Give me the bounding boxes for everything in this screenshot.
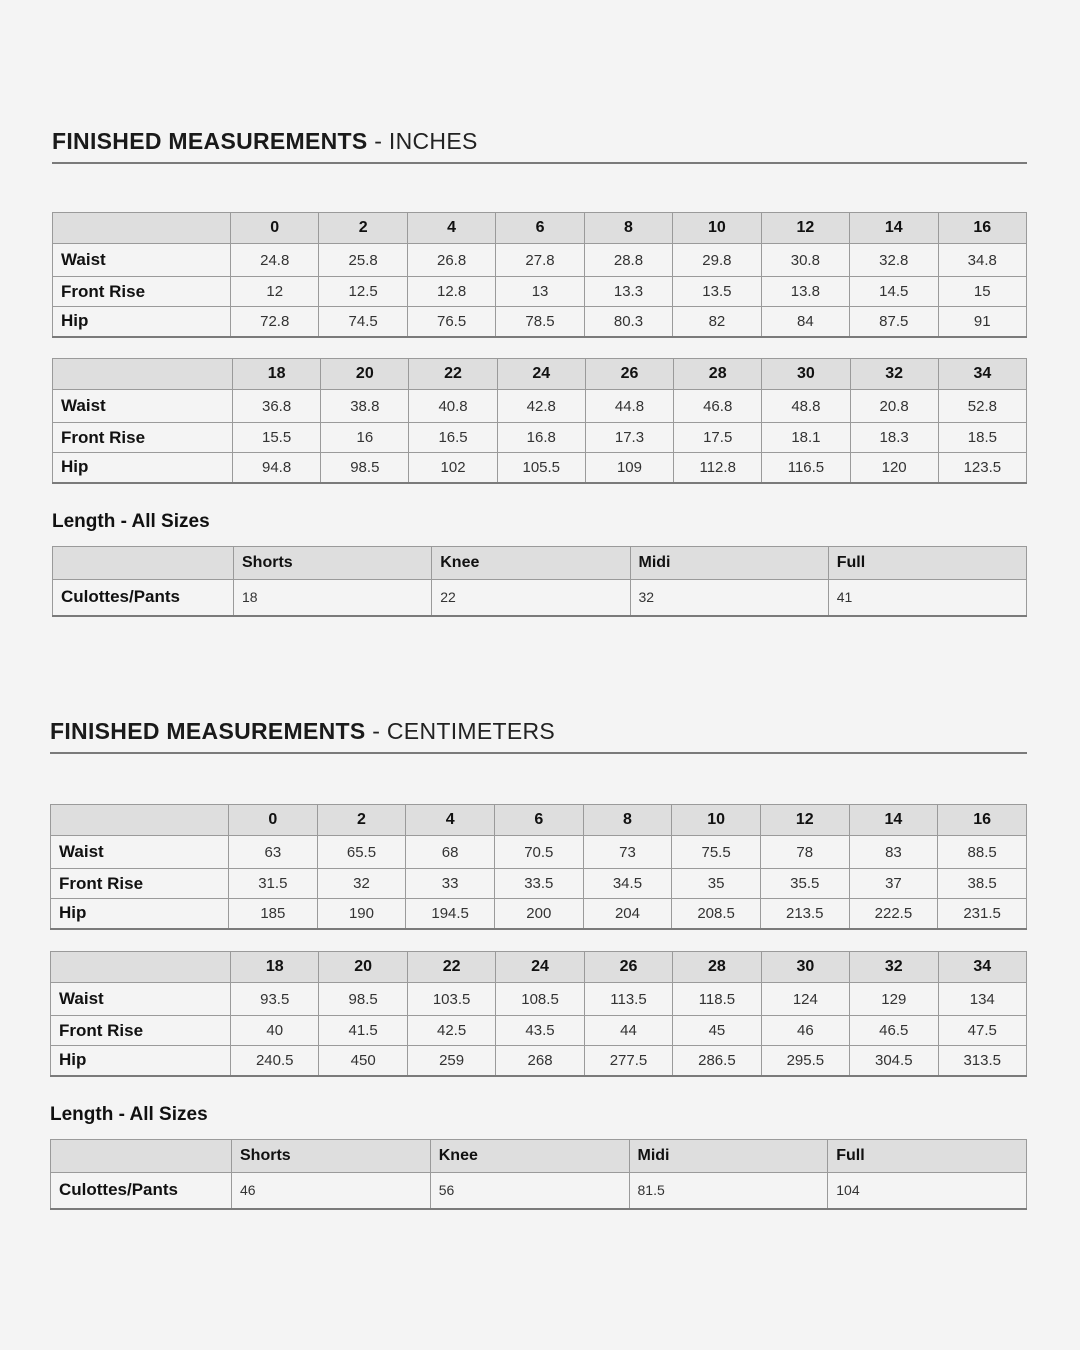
size-header-row <box>53 359 1027 390</box>
measurement-cell: 65.5 <box>317 836 406 869</box>
size-header-cell: 22 <box>409 359 497 390</box>
corner-cell <box>53 359 233 390</box>
measurement-cell: 13.8 <box>761 277 849 307</box>
measurement-cell: 46.5 <box>850 1016 938 1046</box>
measurement-cell: 190 <box>317 899 406 929</box>
row-label: Front Rise <box>53 423 233 453</box>
size-header-cell: 34 <box>938 952 1027 983</box>
size-header-cell: 0 <box>231 213 319 244</box>
table-row <box>53 244 1027 277</box>
measurement-cell: 109 <box>585 453 673 483</box>
length-value-cell: 81.5 <box>629 1173 828 1209</box>
measurement-cell: 34.8 <box>938 244 1027 277</box>
size-header-cell: 18 <box>233 359 321 390</box>
measurement-cell: 17.5 <box>674 423 762 453</box>
measurement-cell: 98.5 <box>321 453 409 483</box>
row-label: Front Rise <box>51 869 229 899</box>
size-header-cell: 8 <box>583 805 672 836</box>
corner-cell <box>51 952 231 983</box>
measurement-cell: 16.8 <box>497 423 585 453</box>
table-row <box>51 1173 1027 1209</box>
inches-heading-bold: FINISHED MEASUREMENTS <box>52 128 368 154</box>
measurement-cell: 103.5 <box>407 983 495 1016</box>
measurement-cell: 33 <box>406 869 495 899</box>
measurement-cell: 13 <box>496 277 584 307</box>
corner-cell <box>53 213 231 244</box>
inches-heading <box>52 128 1027 164</box>
table-row <box>53 453 1027 483</box>
measurement-cell: 25.8 <box>319 244 407 277</box>
measurement-cell: 44 <box>584 1016 672 1046</box>
measurement-cell: 15 <box>938 277 1027 307</box>
row-label: Culottes/Pants <box>53 580 234 616</box>
size-header-cell: 6 <box>494 805 583 836</box>
row-label: Hip <box>53 307 231 337</box>
measurement-cell: 98.5 <box>319 983 407 1016</box>
table-row <box>53 277 1027 307</box>
measurement-cell: 13.3 <box>584 277 672 307</box>
size-header-cell: 24 <box>497 359 585 390</box>
measurement-cell: 73 <box>583 836 672 869</box>
measurement-cell: 12 <box>231 277 319 307</box>
measurement-cell: 68 <box>406 836 495 869</box>
size-header-cell: 26 <box>585 359 673 390</box>
measurement-cell: 45 <box>673 1016 761 1046</box>
measurement-cell: 44.8 <box>585 390 673 423</box>
length-header-cell: Shorts <box>234 547 432 580</box>
length-header-cell: Shorts <box>232 1140 431 1173</box>
length-value-cell: 41 <box>828 580 1026 616</box>
measurement-cell: 46.8 <box>674 390 762 423</box>
measurement-cell: 31.5 <box>229 869 318 899</box>
corner-cell <box>51 805 229 836</box>
row-label: Waist <box>53 244 231 277</box>
size-header-cell: 18 <box>231 952 319 983</box>
measurement-cell: 185 <box>229 899 318 929</box>
measurement-cell: 313.5 <box>938 1046 1027 1076</box>
measurement-cell: 40 <box>231 1016 319 1046</box>
measurement-cell: 34.5 <box>583 869 672 899</box>
table-row <box>53 580 1027 616</box>
measurement-cell: 102 <box>409 453 497 483</box>
measurement-cell: 28.8 <box>584 244 672 277</box>
size-header-row <box>51 805 1027 836</box>
size-header-cell: 4 <box>407 213 495 244</box>
measurement-cell: 12.5 <box>319 277 407 307</box>
row-label: Waist <box>53 390 233 423</box>
length-value-cell: 56 <box>430 1173 629 1209</box>
measurement-cell: 42.5 <box>407 1016 495 1046</box>
size-header-cell: 12 <box>760 805 849 836</box>
measurement-cell: 78 <box>760 836 849 869</box>
size-header-row <box>53 213 1027 244</box>
measurement-cell: 15.5 <box>233 423 321 453</box>
measurement-cell: 194.5 <box>406 899 495 929</box>
corner-cell <box>51 1140 232 1173</box>
measurement-cell: 16 <box>321 423 409 453</box>
measurement-cell: 18.5 <box>938 423 1026 453</box>
measurement-cell: 35 <box>672 869 761 899</box>
size-header-cell: 6 <box>496 213 584 244</box>
row-label: Hip <box>53 453 233 483</box>
measurement-cell: 134 <box>938 983 1027 1016</box>
size-header-cell: 2 <box>317 805 406 836</box>
measurement-cell: 208.5 <box>672 899 761 929</box>
measurement-cell: 213.5 <box>760 899 849 929</box>
size-header-cell: 30 <box>761 952 849 983</box>
size-header-cell: 14 <box>849 805 938 836</box>
row-label: Front Rise <box>53 277 231 307</box>
measurement-cell: 12.8 <box>407 277 495 307</box>
length-value-cell: 46 <box>232 1173 431 1209</box>
measurement-cell: 32 <box>317 869 406 899</box>
measurement-cell: 129 <box>850 983 938 1016</box>
measurement-cell: 83 <box>849 836 938 869</box>
length-header-cell: Knee <box>430 1140 629 1173</box>
measurement-cell: 36.8 <box>233 390 321 423</box>
measurement-cell: 259 <box>407 1046 495 1076</box>
measurement-cell: 75.5 <box>672 836 761 869</box>
measurement-cell: 240.5 <box>231 1046 319 1076</box>
size-header-cell: 4 <box>406 805 495 836</box>
measurement-cell: 112.8 <box>674 453 762 483</box>
size-header-cell: 16 <box>938 805 1027 836</box>
measurement-cell: 52.8 <box>938 390 1026 423</box>
measurement-cell: 48.8 <box>762 390 850 423</box>
size-header-cell: 24 <box>496 952 584 983</box>
length-header-cell: Full <box>828 547 1026 580</box>
measurement-cell: 222.5 <box>849 899 938 929</box>
centimeters-heading <box>50 718 1027 754</box>
length-value-cell: 22 <box>432 580 630 616</box>
measurement-cell: 18.1 <box>762 423 850 453</box>
centimeters-length-table <box>50 1139 1027 1210</box>
measurement-cell: 84 <box>761 307 849 337</box>
measurement-cell: 277.5 <box>584 1046 672 1076</box>
row-label: Front Rise <box>51 1016 231 1046</box>
measurement-cell: 78.5 <box>496 307 584 337</box>
size-header-cell: 20 <box>319 952 407 983</box>
measurement-cell: 20.8 <box>850 390 938 423</box>
measurement-cell: 47.5 <box>938 1016 1027 1046</box>
measurement-cell: 200 <box>494 899 583 929</box>
inches-size-table-1 <box>52 212 1027 338</box>
length-value-cell: 18 <box>234 580 432 616</box>
measurement-cell: 450 <box>319 1046 407 1076</box>
measurement-cell: 14.5 <box>850 277 938 307</box>
measurement-cell: 43.5 <box>496 1016 584 1046</box>
measurement-cell: 295.5 <box>761 1046 849 1076</box>
table-row <box>53 307 1027 337</box>
measurement-cell: 124 <box>761 983 849 1016</box>
size-header-cell: 10 <box>673 213 761 244</box>
length-header-cell: Midi <box>630 547 828 580</box>
measurement-cell: 26.8 <box>407 244 495 277</box>
table-row <box>51 899 1027 929</box>
measurement-cell: 82 <box>673 307 761 337</box>
size-header-cell: 16 <box>938 213 1027 244</box>
measurement-cell: 40.8 <box>409 390 497 423</box>
length-header-cell: Knee <box>432 547 630 580</box>
length-header-cell: Midi <box>629 1140 828 1173</box>
size-header-row <box>51 952 1027 983</box>
size-header-cell: 34 <box>938 359 1026 390</box>
table-row <box>51 983 1027 1016</box>
row-label: Hip <box>51 899 229 929</box>
length-header-cell: Full <box>828 1140 1027 1173</box>
measurement-cell: 72.8 <box>231 307 319 337</box>
measurement-cell: 74.5 <box>319 307 407 337</box>
measurement-cell: 118.5 <box>673 983 761 1016</box>
centimeters-size-table-2 <box>50 951 1027 1077</box>
measurement-cell: 268 <box>496 1046 584 1076</box>
measurement-cell: 113.5 <box>584 983 672 1016</box>
measurement-cell: 87.5 <box>850 307 938 337</box>
corner-cell <box>53 547 234 580</box>
size-header-cell: 8 <box>584 213 672 244</box>
row-label: Hip <box>51 1046 231 1076</box>
row-label: Culottes/Pants <box>51 1173 232 1209</box>
row-label: Waist <box>51 836 229 869</box>
table-row <box>51 836 1027 869</box>
inches-length-title: Length - All Sizes <box>52 511 210 532</box>
row-label: Waist <box>51 983 231 1016</box>
measurement-cell: 41.5 <box>319 1016 407 1046</box>
size-header-cell: 10 <box>672 805 761 836</box>
measurement-cell: 46 <box>761 1016 849 1046</box>
centimeters-heading-unit: - CENTIMETERS <box>372 718 556 744</box>
measurement-cell: 94.8 <box>233 453 321 483</box>
centimeters-length-title: Length - All Sizes <box>50 1104 208 1125</box>
table-row <box>51 869 1027 899</box>
measurement-cell: 37 <box>849 869 938 899</box>
table-row <box>53 390 1027 423</box>
size-header-cell: 28 <box>674 359 762 390</box>
measurement-cell: 70.5 <box>494 836 583 869</box>
inches-size-table-2 <box>52 358 1027 484</box>
measurement-cell: 17.3 <box>585 423 673 453</box>
measurement-cell: 231.5 <box>938 899 1027 929</box>
size-header-cell: 32 <box>850 952 938 983</box>
size-header-cell: 20 <box>321 359 409 390</box>
measurement-cell: 286.5 <box>673 1046 761 1076</box>
measurement-cell: 16.5 <box>409 423 497 453</box>
centimeters-size-table-1 <box>50 804 1027 930</box>
length-header-row <box>51 1140 1027 1173</box>
measurement-cell: 120 <box>850 453 938 483</box>
measurement-cell: 108.5 <box>496 983 584 1016</box>
measurement-cell: 105.5 <box>497 453 585 483</box>
inches-length-table <box>52 546 1027 617</box>
measurement-cell: 93.5 <box>231 983 319 1016</box>
size-header-cell: 22 <box>407 952 495 983</box>
size-header-cell: 28 <box>673 952 761 983</box>
size-header-cell: 12 <box>761 213 849 244</box>
size-header-cell: 14 <box>850 213 938 244</box>
size-header-cell: 32 <box>850 359 938 390</box>
measurement-cell: 123.5 <box>938 453 1026 483</box>
measurement-cell: 304.5 <box>850 1046 938 1076</box>
table-row <box>51 1046 1027 1076</box>
length-value-cell: 104 <box>828 1173 1027 1209</box>
measurement-cell: 204 <box>583 899 672 929</box>
measurement-cell: 63 <box>229 836 318 869</box>
measurement-cell: 80.3 <box>584 307 672 337</box>
measurement-cell: 27.8 <box>496 244 584 277</box>
length-header-row <box>53 547 1027 580</box>
size-header-cell: 0 <box>229 805 318 836</box>
centimeters-heading-bold: FINISHED MEASUREMENTS <box>50 718 366 744</box>
measurement-cell: 38.8 <box>321 390 409 423</box>
measurement-cell: 29.8 <box>673 244 761 277</box>
measurement-cell: 91 <box>938 307 1027 337</box>
measurement-cell: 30.8 <box>761 244 849 277</box>
size-header-cell: 2 <box>319 213 407 244</box>
size-header-cell: 26 <box>584 952 672 983</box>
measurement-cell: 13.5 <box>673 277 761 307</box>
inches-heading-unit: - INCHES <box>374 128 478 154</box>
measurement-cell: 18.3 <box>850 423 938 453</box>
measurement-cell: 76.5 <box>407 307 495 337</box>
measurement-cell: 42.8 <box>497 390 585 423</box>
size-header-cell: 30 <box>762 359 850 390</box>
measurement-cell: 24.8 <box>231 244 319 277</box>
table-row <box>53 423 1027 453</box>
measurement-cell: 33.5 <box>494 869 583 899</box>
measurement-cell: 88.5 <box>938 836 1027 869</box>
measurement-cell: 38.5 <box>938 869 1027 899</box>
measurement-cell: 35.5 <box>760 869 849 899</box>
measurement-cell: 32.8 <box>850 244 938 277</box>
measurement-cell: 116.5 <box>762 453 850 483</box>
length-value-cell: 32 <box>630 580 828 616</box>
table-row <box>51 1016 1027 1046</box>
